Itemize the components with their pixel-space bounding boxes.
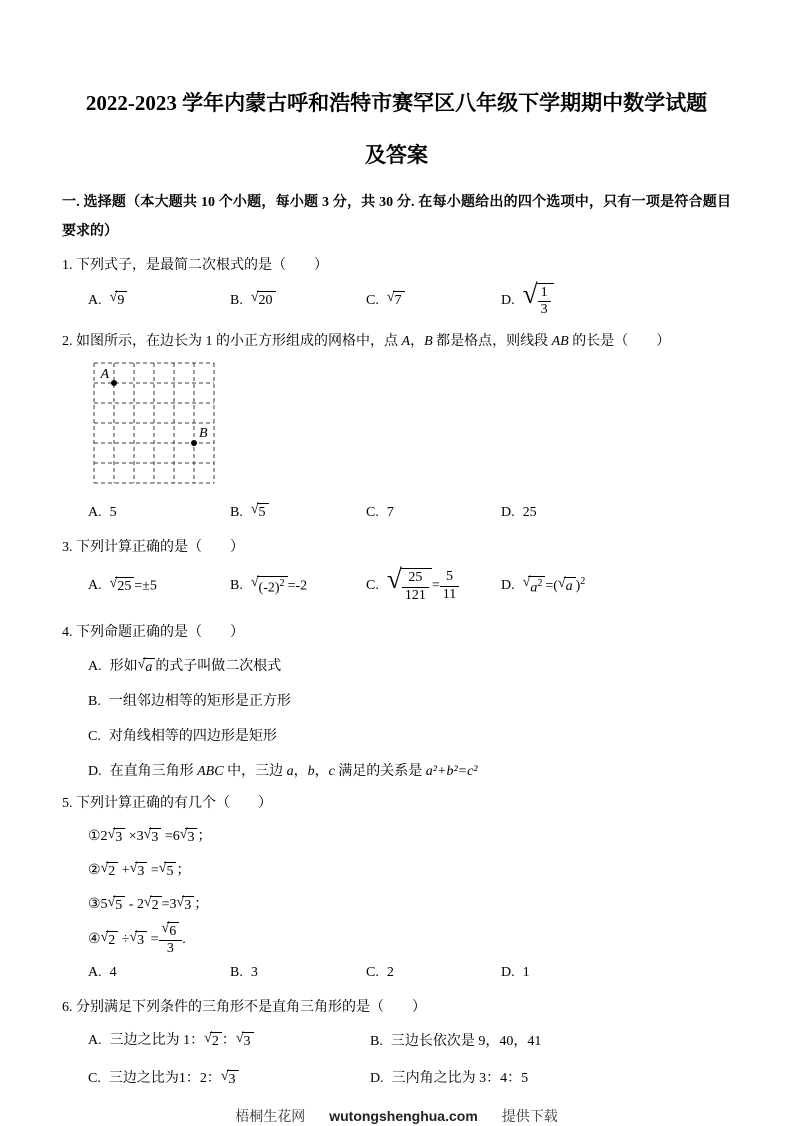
radicand: √ 3 (185, 828, 197, 846)
option-label: A. (88, 578, 102, 594)
option-value: 5 (109, 504, 117, 520)
radicand: √ 5 (257, 503, 269, 521)
equation-middle: =( (545, 578, 558, 594)
option-label: D. (88, 764, 102, 779)
q5-item-3 (62, 892, 731, 917)
option-2a (88, 505, 230, 521)
numerator: √ 25 (402, 570, 429, 587)
radical-expression (144, 828, 162, 846)
radicand: √ 2 (150, 896, 162, 914)
option-6d (370, 1067, 731, 1087)
option-label: C. (366, 292, 379, 308)
radical-expression (108, 896, 126, 914)
numerator (159, 922, 183, 941)
question-5-stem: 5. 下列计算正确的有几个（ ） (62, 796, 272, 811)
radicand: √ 2 (210, 1032, 222, 1050)
option-label: C. (366, 964, 379, 980)
option-text: 一组邻边相等的矩形是正方形 (108, 694, 291, 709)
footer-site-url: wutongshenghua.com (329, 1107, 478, 1124)
option-6b (370, 1030, 731, 1050)
radical-expression (101, 862, 119, 880)
radicand: √ 5 (113, 896, 125, 914)
option-label: D. (501, 578, 515, 594)
page-footer (62, 1106, 731, 1126)
radicand: √ 3 (135, 862, 147, 880)
radical-expression (108, 828, 126, 846)
radicand: √ 3 (113, 828, 125, 846)
option-3d (501, 576, 731, 597)
fraction (159, 922, 183, 957)
question-4-stem: 4. 下列命题正确的是（ ） (62, 625, 244, 640)
question-2-options (62, 497, 731, 528)
numerator: 5 (440, 569, 459, 586)
radical-expression (162, 922, 180, 940)
option-value: 25 (522, 504, 537, 520)
radical-expression (204, 1032, 222, 1050)
radicand: √ 5 (164, 862, 176, 880)
radicand: √ 3 (149, 828, 161, 846)
option-3a (88, 577, 230, 595)
radicand: √ 25 (115, 577, 134, 595)
option-label: A. (88, 292, 102, 308)
question-2-stem (62, 330, 731, 353)
option-5d (501, 965, 731, 981)
radicand: √ 3 (242, 1032, 254, 1050)
math-text: ② (88, 863, 101, 878)
question-5-options (62, 957, 731, 988)
radical-expression (144, 896, 162, 914)
option-value: 3 (250, 964, 258, 980)
q5-item-1 (62, 824, 731, 849)
denominator: 3 (166, 941, 174, 957)
option-text: 三边之比为 1： (109, 1033, 205, 1049)
option-3b (230, 576, 366, 597)
radicand: √ 3 (227, 1070, 239, 1088)
option-1c (366, 291, 501, 309)
option-label: D. (501, 292, 515, 308)
radical-expression (129, 931, 147, 949)
exponent: 2 (279, 577, 285, 589)
denominator: 121 (404, 587, 426, 603)
point-b-label: B (424, 334, 433, 349)
question-1-options (62, 277, 731, 324)
math-text: . (182, 931, 186, 947)
exponent: 2 (580, 575, 586, 587)
option-6c (88, 1067, 370, 1088)
option-label: D. (501, 504, 515, 520)
math-text: ④ (88, 931, 101, 947)
option-5c (366, 965, 501, 981)
footer-download-text: 提供下载 (501, 1109, 558, 1125)
q5-item-2 (62, 858, 731, 883)
option-label: C. (366, 578, 379, 594)
option-label: B. (88, 694, 101, 709)
close-paren: ) (575, 578, 581, 594)
math-text: = (147, 863, 159, 878)
question-6-options (62, 1029, 731, 1088)
option-text: ， (314, 764, 329, 779)
option-text: 的式子叫做二次根式 (155, 659, 282, 674)
radicand-text: a (530, 580, 538, 596)
math-text: ×3 (125, 829, 144, 844)
numerator: √ 1 (538, 285, 551, 302)
option-3c (366, 568, 501, 603)
radicand (257, 576, 288, 597)
option-2d (501, 505, 731, 521)
radicand: √ 2 (106, 931, 118, 949)
option-text: 三内角之比为 3：4：5 (391, 1071, 529, 1087)
exponent: 2 (537, 577, 543, 589)
option-value: 2 (386, 964, 394, 980)
equation-rest: =±5 (134, 578, 157, 594)
fraction (440, 569, 459, 602)
radicand: √ 2 (106, 862, 118, 880)
option-label: A. (88, 964, 102, 980)
radicand (400, 568, 432, 603)
option-label: C. (88, 1071, 101, 1087)
side-a: a (286, 764, 294, 779)
option-label: C. (366, 504, 379, 520)
option-1d (501, 283, 731, 318)
option-text: 形如 (109, 659, 138, 674)
point-a-dot (111, 380, 117, 386)
radicand (536, 283, 554, 318)
point-b-label: B (199, 426, 208, 441)
option-4b (62, 690, 731, 714)
option-text: 三边长依次是 9，40，41 (390, 1033, 542, 1049)
radical-expression (558, 577, 576, 595)
denominator: 3 (540, 302, 548, 317)
math-text: =6 (161, 829, 180, 844)
question-3-stem: 3. 下列计算正确的是（ ） (62, 540, 244, 555)
option-value: 1 (522, 964, 530, 980)
option-text: ： (221, 1033, 236, 1049)
fraction (402, 570, 429, 603)
radical-expression (101, 931, 119, 949)
option-1b (230, 291, 366, 309)
option-text: 满足的关系是 (334, 764, 426, 779)
radical-expression (180, 828, 198, 846)
radical-expression (130, 862, 148, 880)
math-text: ； (194, 897, 209, 912)
math-text: - 2 (125, 897, 144, 912)
grid-figure-wrap (88, 357, 731, 495)
option-text: ， (293, 764, 308, 779)
math-text: ； (176, 863, 191, 878)
point-a-label: A (401, 334, 411, 349)
math-text: =3 (161, 897, 177, 912)
stem-text: ， (410, 334, 425, 349)
point-b-dot (191, 440, 197, 446)
radical-expression (251, 576, 288, 597)
radical-expression (138, 658, 156, 676)
triangle-name: ABC (197, 764, 224, 779)
option-label: D. (370, 1071, 384, 1087)
option-label: D. (501, 964, 515, 980)
denominator: 11 (442, 586, 457, 602)
section-heading: 一. 选择题（本大题共 10 个小题，每小题 3 分，共 30 分. 在每小题给出的四个选项中，只有一项是符合题目要求的） (62, 195, 731, 239)
radical-expression (251, 503, 269, 521)
radicand: √ 6 (167, 922, 179, 940)
option-label: A. (88, 1033, 102, 1049)
math-text: ÷ (118, 931, 130, 947)
option-text: 中，三边 (223, 764, 287, 779)
math-text: ①2 (88, 829, 108, 844)
radicand: √ a (564, 577, 576, 595)
question-3-options (62, 559, 731, 613)
option-4d (62, 760, 731, 784)
option-label: B. (230, 578, 243, 594)
radical-expression (523, 283, 554, 318)
radical-expression (110, 291, 128, 309)
radicand: √ 7 (393, 291, 405, 309)
pythagorean-formula: a²+b²=c² (425, 764, 478, 779)
option-4a (62, 655, 731, 679)
option-value: 7 (386, 504, 394, 520)
option-label: B. (230, 504, 243, 520)
option-1a (88, 291, 230, 309)
footer-site-name: 梧桐生花网 (235, 1109, 306, 1125)
option-2c (366, 505, 501, 521)
stem-text: 都是格点，则线段 (432, 334, 552, 349)
math-text: ； (197, 829, 212, 844)
radical-expression (523, 576, 546, 597)
radicand: √ 20 (257, 291, 276, 309)
radicand: √ 3 (182, 896, 194, 914)
radicand-text: (-2) (258, 580, 280, 596)
page-title-line2: 及答案 (365, 143, 428, 167)
math-text: = (147, 931, 159, 947)
radicand: √ 3 (135, 931, 147, 949)
option-label: A. (88, 504, 102, 520)
fraction (538, 285, 551, 318)
option-label: C. (88, 729, 101, 744)
option-label: B. (230, 964, 243, 980)
option-6a (88, 1029, 370, 1050)
radical-expression (177, 896, 195, 914)
radical-expression (110, 577, 135, 595)
option-label: B. (370, 1033, 383, 1049)
math-text: + (118, 863, 130, 878)
radical-expression (221, 1070, 239, 1088)
stem-text: 2. 如图所示，在边长为 1 的小正方形组成的网格中，点 (62, 334, 402, 349)
option-label: B. (230, 292, 243, 308)
option-5a (88, 965, 230, 981)
option-text: 在直角三角形 (109, 764, 198, 779)
stem-text: 的长是（ ） (568, 334, 671, 349)
radicand: √ a (143, 658, 155, 676)
question-6-stem: 6. 分别满足下列条件的三角形不是直角三角形的是（ ） (62, 1000, 426, 1016)
radical-expression (251, 291, 276, 309)
grid-figure (88, 357, 221, 490)
radical-expression (236, 1032, 254, 1050)
radical-expression (159, 862, 177, 880)
option-2b (230, 503, 366, 521)
option-4c (62, 725, 731, 749)
side-b: b (307, 764, 315, 779)
option-value: 4 (109, 964, 117, 980)
equation-rest: =-2 (287, 578, 308, 594)
option-text: 对角线相等的四边形是矩形 (108, 729, 277, 744)
radical-expression (387, 568, 432, 603)
option-5b (230, 965, 366, 981)
option-text: 三边之比为1：2： (108, 1071, 221, 1087)
radicand: √ 9 (115, 291, 127, 309)
point-a-label: A (100, 367, 109, 382)
page-title: 2022-2023 学年内蒙古呼和浩特市赛罕区八年级下学期期中数学试题 (85, 91, 708, 115)
math-text: ③5 (88, 897, 108, 912)
radicand (528, 576, 545, 597)
q5-item-4 (62, 922, 731, 957)
side-c: c (328, 764, 335, 779)
radical-expression (387, 291, 405, 309)
segment-label: AB (551, 334, 569, 349)
equals-sign: = (431, 578, 440, 594)
question-1-stem: 1. 下列式子，是最简二次根式的是（ ） (62, 258, 328, 273)
option-label: A. (88, 659, 102, 674)
